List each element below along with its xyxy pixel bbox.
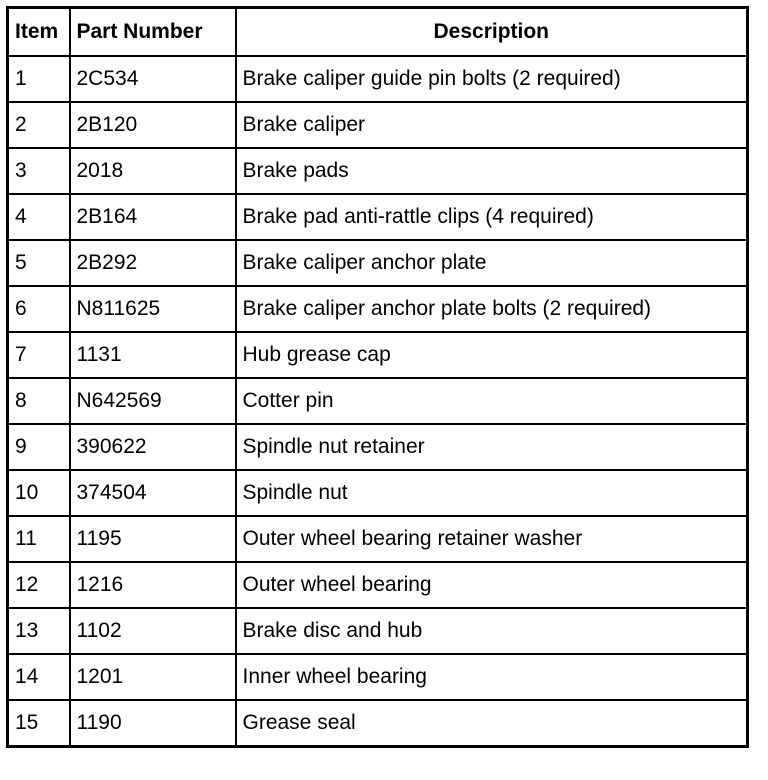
- table-row: [8, 332, 748, 378]
- table-header-row: [8, 8, 748, 57]
- cell-item: 10: [8, 470, 70, 516]
- cell-description: Brake pad anti-rattle clips (4 required): [236, 194, 748, 240]
- parts-table: [6, 6, 749, 748]
- cell-description: Brake caliper guide pin bolts (2 required): [236, 56, 748, 102]
- cell-item: 7: [8, 332, 70, 378]
- cell-description: Grease seal: [236, 700, 748, 747]
- cell-part-number: 2B292: [70, 240, 236, 286]
- cell-description: Brake disc and hub: [236, 608, 748, 654]
- cell-item: 12: [8, 562, 70, 608]
- cell-description: Spindle nut retainer: [236, 424, 748, 470]
- table-row: [8, 654, 748, 700]
- cell-item: 1: [8, 56, 70, 102]
- cell-part-number: N811625: [70, 286, 236, 332]
- table-row: [8, 562, 748, 608]
- table-row: [8, 700, 748, 747]
- cell-description: Inner wheel bearing: [236, 654, 748, 700]
- table-row: [8, 56, 748, 102]
- table-row: [8, 608, 748, 654]
- cell-description: Brake caliper anchor plate bolts (2 required): [236, 286, 748, 332]
- cell-item: 11: [8, 516, 70, 562]
- cell-part-number: 1195: [70, 516, 236, 562]
- cell-description: Outer wheel bearing: [236, 562, 748, 608]
- cell-item: 9: [8, 424, 70, 470]
- cell-item: 6: [8, 286, 70, 332]
- cell-description: Brake caliper: [236, 102, 748, 148]
- column-header-item: Item: [8, 8, 70, 57]
- cell-part-number: 2C534: [70, 56, 236, 102]
- cell-part-number: 2B164: [70, 194, 236, 240]
- cell-item: 15: [8, 700, 70, 747]
- table-body: [8, 56, 748, 747]
- table-row: [8, 470, 748, 516]
- column-header-description: Description: [236, 8, 748, 57]
- cell-description: Spindle nut: [236, 470, 748, 516]
- cell-part-number: 1201: [70, 654, 236, 700]
- table-row: [8, 286, 748, 332]
- table-row: [8, 194, 748, 240]
- table-row: [8, 378, 748, 424]
- cell-part-number: N642569: [70, 378, 236, 424]
- cell-part-number: 374504: [70, 470, 236, 516]
- cell-part-number: 1190: [70, 700, 236, 747]
- cell-description: Outer wheel bearing retainer washer: [236, 516, 748, 562]
- cell-description: Hub grease cap: [236, 332, 748, 378]
- table-row: [8, 240, 748, 286]
- table-row: [8, 516, 748, 562]
- cell-item: 13: [8, 608, 70, 654]
- cell-item: 2: [8, 102, 70, 148]
- cell-item: 8: [8, 378, 70, 424]
- cell-part-number: 2B120: [70, 102, 236, 148]
- cell-part-number: 2018: [70, 148, 236, 194]
- cell-description: Cotter pin: [236, 378, 748, 424]
- column-header-part-number: Part Number: [70, 8, 236, 57]
- cell-part-number: 1131: [70, 332, 236, 378]
- cell-part-number: 1102: [70, 608, 236, 654]
- cell-item: 5: [8, 240, 70, 286]
- cell-part-number: 1216: [70, 562, 236, 608]
- cell-item: 4: [8, 194, 70, 240]
- cell-description: Brake caliper anchor plate: [236, 240, 748, 286]
- cell-item: 14: [8, 654, 70, 700]
- cell-item: 3: [8, 148, 70, 194]
- table-row: [8, 102, 748, 148]
- table-row: [8, 424, 748, 470]
- cell-part-number: 390622: [70, 424, 236, 470]
- table-row: [8, 148, 748, 194]
- cell-description: Brake pads: [236, 148, 748, 194]
